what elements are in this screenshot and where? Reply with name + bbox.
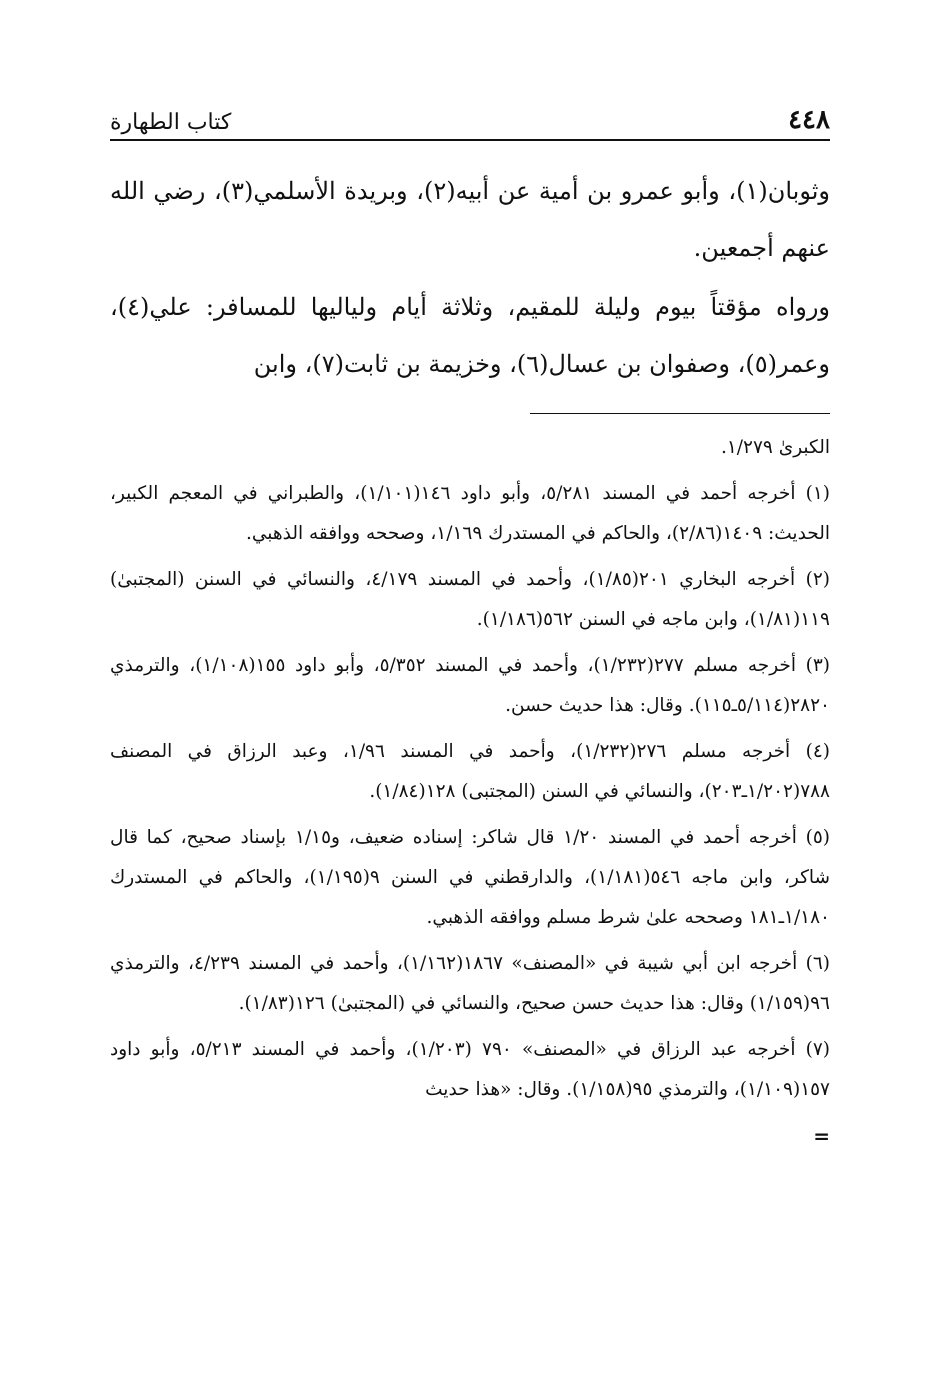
continuation-mark: =: [813, 1124, 830, 1148]
main-text: [110, 163, 830, 393]
footnote-5: (٥) أخرجه أحمد في المسند ١/٢٠ قال شاكر: إسناده ضعيف، و١/١٥ بإسناد صحيح، كما قال شاكر، وابن ماجه ٥٤٦(١/١٨١)، والدارقطني في السنن ٩(١/١٩٥)، والحاكم في المستدرك ١/١٨٠ـ١٨١ وصححه علىٰ شرط مسلم ووافقه الذهبي.: [110, 827, 831, 928]
footnote-1: (١) أخرجه أحمد في المسند ٥/٢٨١، وأبو داود ١٤٦(١/١٠١)، والطبراني في المعجم الكبير، الحديث: ١٤٠٩(٢/٨٦)، والحاكم في المستدرك ١/١٦٩، وصححه ووافقه الذهبي.: [110, 483, 830, 544]
footnote-2: (٢) أخرجه البخاري ٢٠١(١/٨٥)، وأحمد في المسند ٤/١٧٩، والنسائي في السنن (المجتبىٰ) ١١٩(١/٨١)، وابن ماجه في السنن ٥٦٢(١/١٨٦).: [110, 569, 830, 630]
footnote-continuation: الكبرىٰ ١/٢٧٩.: [720, 437, 830, 458]
page-header: [110, 95, 830, 141]
footnote-4: (٤) أخرجه مسلم ٢٧٦(١/٢٣٢)، وأحمد في المسند ١/٩٦، وعبد الرزاق في المصنف ٧٨٨(١/٢٠٢ـ٢٠٣)، والنسائي في السنن (المجتبى) ١٢٨(١/٨٤).: [110, 741, 830, 802]
footnote-6: (٦) أخرجه ابن أبي شيبة في «المصنف» ١٨٦٧(١/١٦٢)، وأحمد في المسند ٤/٢٣٩، والترمذي ٩٦(١/١٥٩) وقال: هذا حديث حسن صحيح، والنسائي في (المجتبىٰ) ١٢٦(١/٨٣).: [110, 953, 830, 1014]
footnote-3: (٣) أخرجه مسلم ٢٧٧(١/٢٣٢)، وأحمد في المسند ٥/٣٥٢، وأبو داود ١٥٥(١/١٠٨)، والترمذي ٢٨٢٠(٥/١١٤ـ١١٥). وقال: هذا حديث حسن.: [110, 655, 830, 716]
main-paragraph: وثوبان(١)، وأبو عمرو بن أمية عن أبيه(٢)، وبريدة الأسلمي(٣)، رضي الله عنهم أجمعين.: [110, 177, 831, 262]
footnote-separator: [530, 413, 830, 414]
page-number: ٤٤٨: [788, 105, 830, 135]
footnote-7: (٧) أخرجه عبد الرزاق في «المصنف» ٧٩٠ (١/٢٠٣)، وأحمد في المسند ٥/٢١٣، وأبو داود ١٥٧(١/١٠٩)، والترمذي ٩٥(١/١٥٨). وقال: «هذا حديث: [110, 1039, 830, 1100]
running-title: كتاب الطهارة: [110, 110, 232, 135]
footnotes: [110, 428, 830, 1156]
book-page: [110, 95, 830, 1156]
main-paragraph: ورواه مؤقتاً بيوم وليلة للمقيم، وثلاثة أيام ولياليها للمسافر: علي(٤)، وعمر(٥)، وصفوان بن عسال(٦)، وخزيمة بن ثابت(٧)، وابن: [110, 293, 830, 378]
